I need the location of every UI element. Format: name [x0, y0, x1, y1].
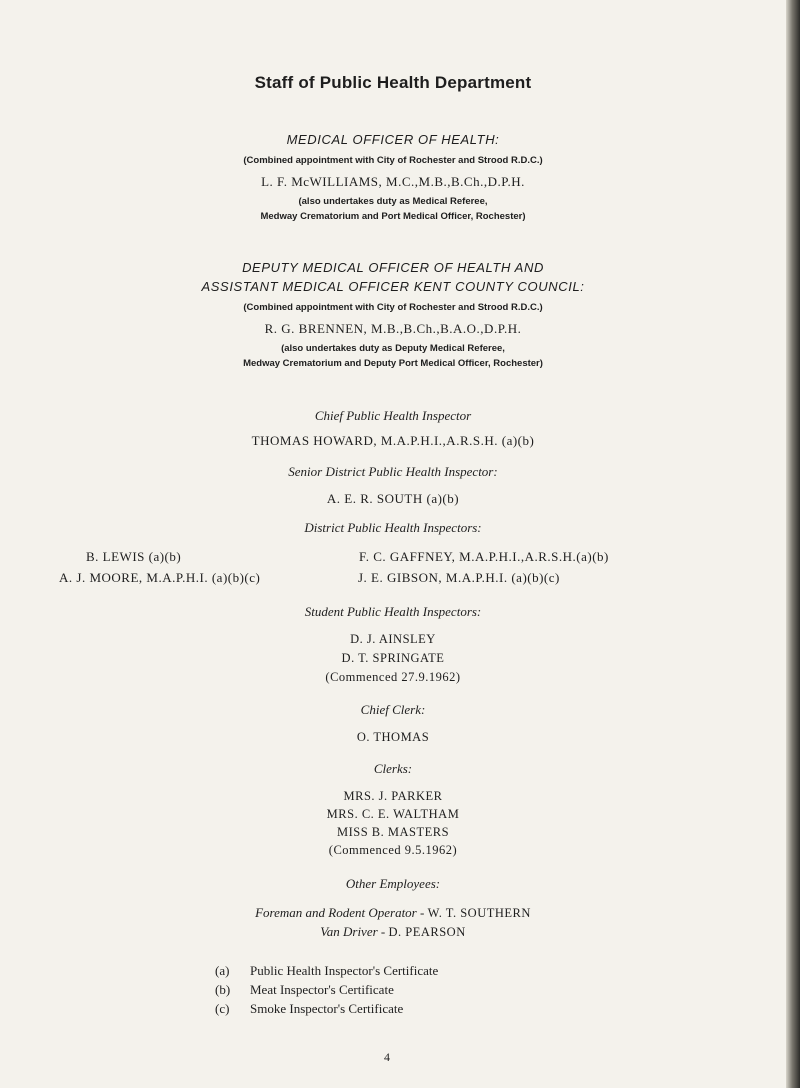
district-phi-name: B. LEWIS (a)(b)	[86, 549, 182, 564]
senior-phi-heading: Senior District Public Health Inspector:	[288, 464, 498, 479]
student-phi-name: D. J. AINSLEY	[350, 632, 436, 646]
foreman-line	[0, 904, 786, 922]
other-employees-heading: Other Employees:	[345, 876, 441, 891]
foreman-label: Foreman and Rodent Operator -	[255, 905, 428, 920]
footnote-key: (c)	[215, 1001, 230, 1016]
moh-name: L. F. McWILLIAMS, M.C.,M.B.,B.Ch.,D.P.H.	[261, 174, 525, 189]
chief-phi-name: THOMAS HOWARD, M.A.P.H.I.,A.R.S.H. (a)(b)	[251, 433, 535, 448]
van-driver-name: D. PEARSON	[388, 925, 466, 939]
student-phi-commenced: (Commenced 27.9.1962)	[325, 670, 461, 684]
page-title: Staff of Public Health Department	[254, 73, 532, 92]
chief-clerk-heading: Chief Clerk:	[360, 702, 426, 717]
chief-phi-heading: Chief Public Health Inspector	[314, 408, 472, 423]
footnote-key: (b)	[215, 982, 231, 997]
deputy-duty-note-1: (also undertakes duty as Deputy Medical Referee,	[281, 343, 505, 354]
footnote-text: Meat Inspector's Certificate	[250, 982, 394, 997]
clerks-heading: Clerks:	[373, 761, 413, 776]
chief-clerk-name: O. THOMAS	[356, 730, 430, 744]
moh-appointment-note: (Combined appointment with City of Rochester and Strood R.D.C.)	[243, 155, 543, 166]
clerk-name: MISS B. MASTERS	[336, 825, 450, 839]
footnote-text: Public Health Inspector's Certificate	[250, 963, 439, 978]
moh-role-heading: MEDICAL OFFICER OF HEALTH:	[286, 132, 500, 147]
deputy-duty-note-2: Medway Crematorium and Deputy Port Medical Officer, Rochester)	[243, 358, 543, 369]
page-number: 4	[384, 1050, 390, 1064]
district-phi-heading: District Public Health Inspectors:	[304, 520, 482, 535]
deputy-name: R. G. BRENNEN, M.B.,B.Ch.,B.A.O.,D.P.H.	[264, 321, 522, 336]
student-phi-heading: Student Public Health Inspectors:	[304, 604, 482, 619]
deputy-appointment-note: (Combined appointment with City of Rochester and Strood R.D.C.)	[243, 302, 543, 313]
district-phi-name: J. E. GIBSON, M.A.P.H.I. (a)(b)(c)	[358, 570, 560, 585]
deputy-role-heading-1: DEPUTY MEDICAL OFFICER OF HEALTH AND	[242, 260, 544, 275]
clerk-name: MRS. J. PARKER	[343, 789, 443, 803]
footnote-key: (a)	[215, 963, 230, 978]
moh-duty-note-2: Medway Crematorium and Port Medical Officer, Rochester)	[260, 211, 526, 222]
district-phi-name: A. J. MOORE, M.A.P.H.I. (a)(b)(c)	[59, 570, 261, 585]
district-phi-name: F. C. GAFFNEY, M.A.P.H.I.,A.R.S.H.(a)(b)	[359, 549, 609, 564]
foreman-name: W. T. SOUTHERN	[427, 906, 531, 920]
moh-duty-note-1: (also undertakes duty as Medical Referee,	[298, 196, 488, 207]
page-edge-shadow	[786, 0, 800, 1088]
deputy-role-heading-2: ASSISTANT MEDICAL OFFICER KENT COUNTY COUNCIL:	[201, 279, 585, 294]
student-phi-name: D. T. SPRINGATE	[341, 651, 445, 665]
clerk-name: MRS. C. E. WALTHAM	[326, 807, 460, 821]
clerks-commenced: (Commenced 9.5.1962)	[328, 843, 458, 857]
senior-phi-name: A. E. R. SOUTH (a)(b)	[326, 491, 460, 506]
van-driver-label: Van Driver -	[320, 924, 389, 939]
footnote-text: Smoke Inspector's Certificate	[250, 1001, 404, 1016]
van-driver-line	[0, 923, 786, 941]
